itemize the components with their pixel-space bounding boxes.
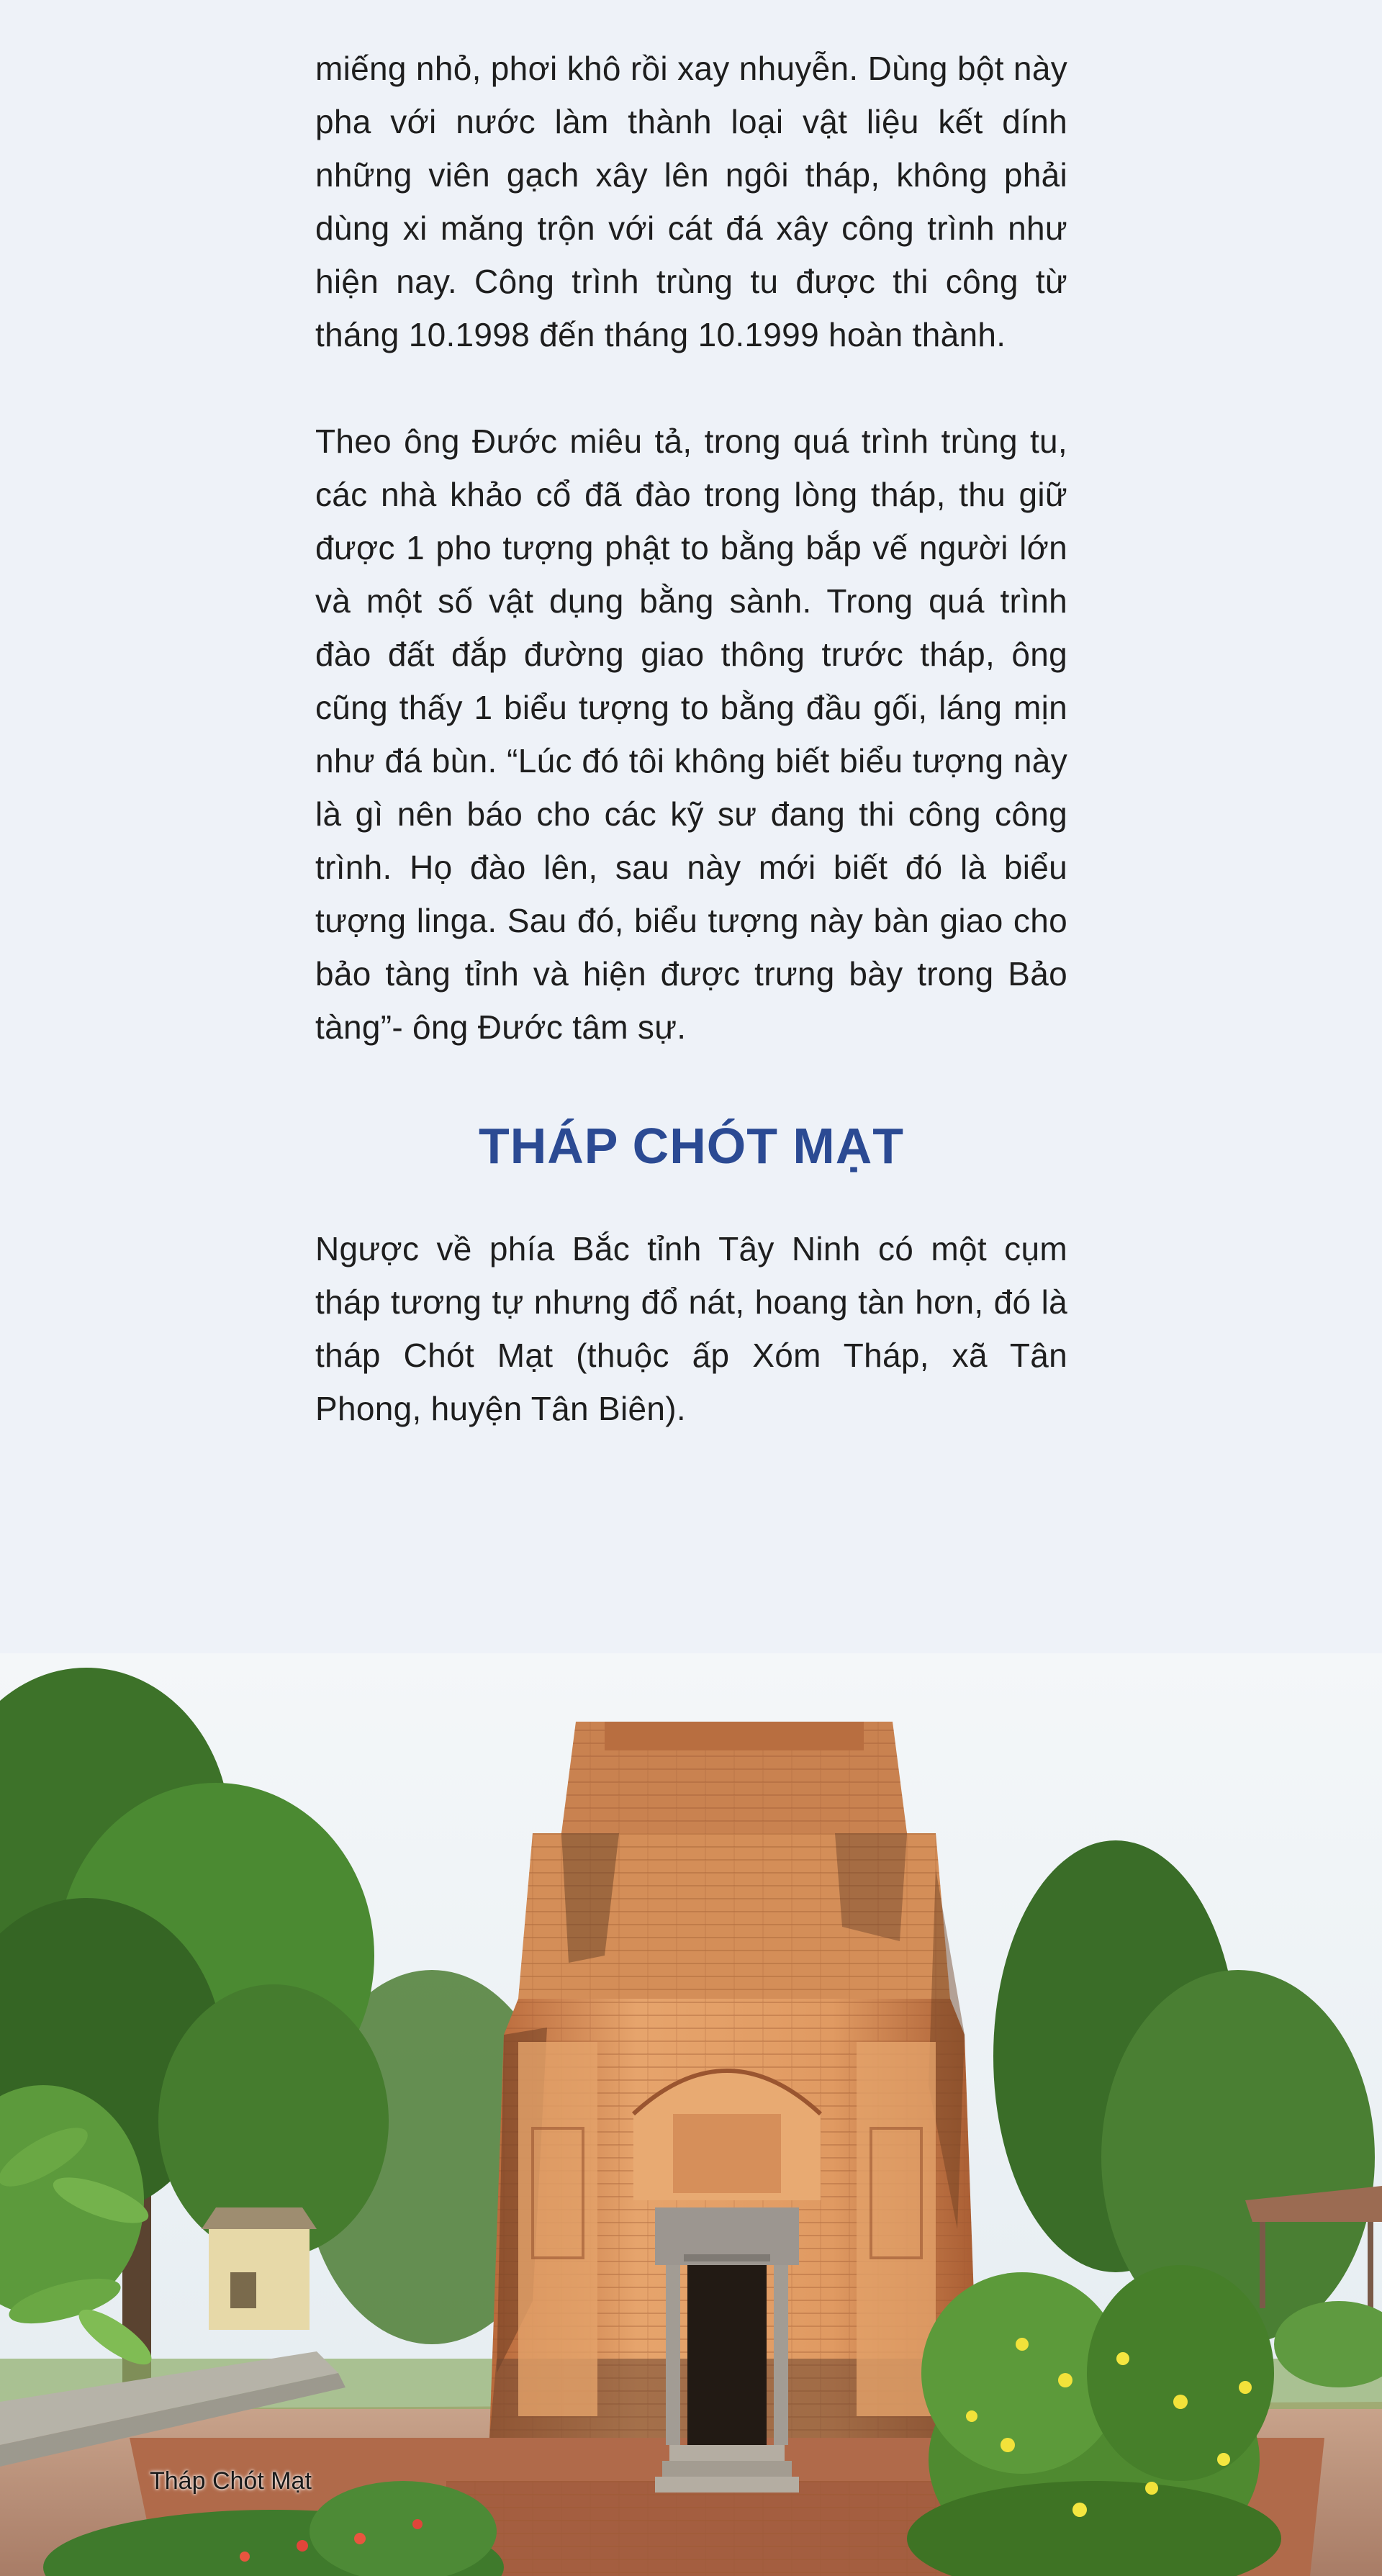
section-heading: THÁP CHÓT MẠT [478,1118,905,1174]
tower-structure [489,1722,979,2493]
article-paragraph-1: miếng nhỏ, phơi khô rồi xay nhuyễn. Dùng bột này pha với nước làm thành loại vật liệu kết dính những viên gạch xây lên ngôi tháp, không phải dùng xi măng trộn với cát đá xây công trình như hiện nay. Công trình trùng tu được thi công từ tháng 10.1998 đến tháng 10.1999 hoàn thành. [315,50,1067,353]
tower-photo [0,1653,1382,2576]
article-column [315,42,1067,1435]
tower-photo-illustration [0,1653,1382,2576]
article-paragraph-2: Theo ông Đước miêu tả, trong quá trình trùng tu, các nhà khảo cổ đã đào trong lòng tháp, thu giữ được 1 pho tượng phật to bằng bắp vế người lớn và một số vật dụng bằng sành. Trong quá trình đào đất đắp đường giao thông trước tháp, ông cũng thấy 1 biểu tượng to bằng đầu gối, láng mịn như đá bùn. “Lúc đó tôi không biết biểu tượng này là gì nên báo cho các kỹ sư đang thi công công trình. Họ đào lên, sau này mới biết đó là biểu tượng linga. Sau đó, biểu tượng này bàn giao cho bảo tàng tỉnh và hiện được trưng bày trong Bảo tàng”- ông Đước tâm sự. [315,422,1067,1046]
article-paragraph-3: Ngược về phía Bắc tỉnh Tây Ninh có một cụm tháp tương tự nhưng đổ nát, hoang tàn hơn, đó là tháp Chót Mạt (thuộc ấp Xóm Tháp, xã Tân Phong, huyện Tân Biên). [315,1230,1067,1427]
photo-caption: Tháp Chót Mạt [150,2467,312,2495]
